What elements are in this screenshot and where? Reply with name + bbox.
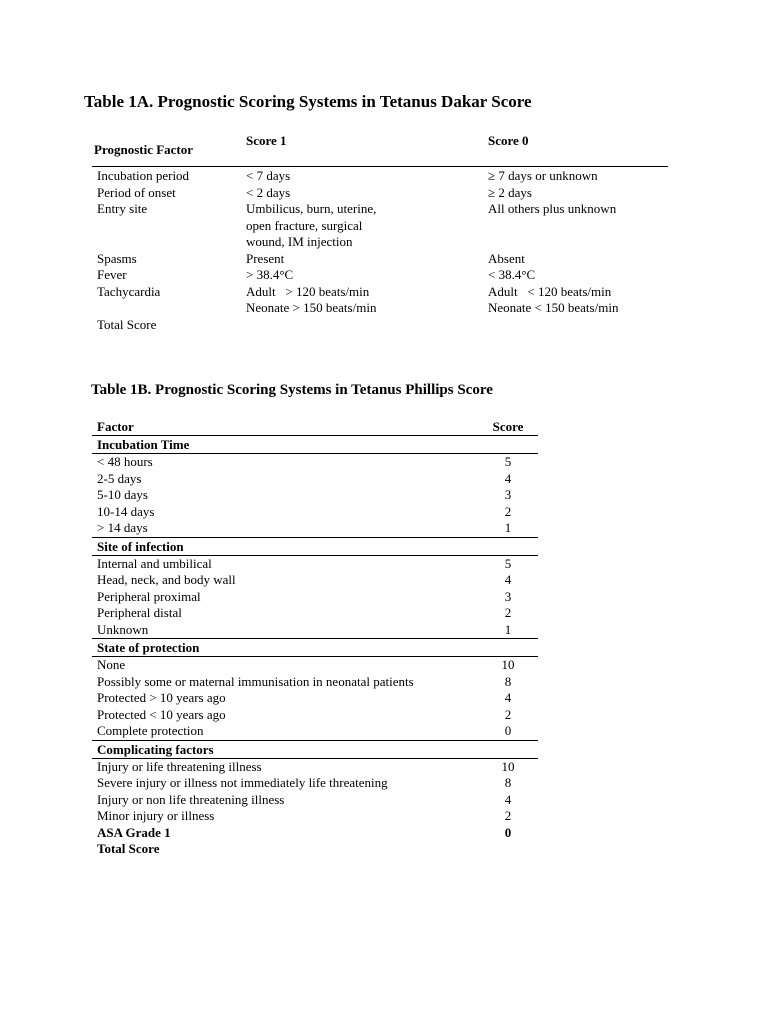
factor-cell: Tachycardia — [97, 283, 161, 299]
factor-cell: Fever — [97, 267, 127, 282]
section-complicating-factors — [92, 741, 538, 759]
table-1a-title: Table 1A. Prognostic Scoring Systems in Tetanus Dakar Score — [84, 92, 532, 111]
header-score-0: Score 0 — [488, 133, 529, 148]
row-label: Protected > 10 years ago — [97, 690, 226, 705]
row-label: Unknown — [97, 621, 149, 637]
score0-cell: ≥ 7 days or unknown — [488, 168, 598, 183]
row-score: 4 — [504, 791, 512, 807]
row-label: > 14 days — [97, 520, 148, 535]
score1-cell: Present — [246, 250, 285, 266]
section-incubation-time — [92, 436, 538, 454]
row-label: Internal and umbilical — [97, 555, 212, 571]
row-label: Injury or life threatening illness — [97, 758, 262, 774]
table-row — [92, 487, 538, 504]
section-label: Site of infection — [97, 538, 184, 554]
row-score: 2 — [504, 808, 512, 823]
row-score: 5 — [504, 555, 512, 571]
row-label: 10-14 days — [97, 503, 155, 519]
row-label: Minor injury or illness — [97, 808, 215, 823]
row-label: ASA Grade 1 — [97, 824, 171, 840]
table-header-row — [92, 418, 538, 436]
row-score: 5 — [504, 454, 512, 469]
table-row — [92, 792, 538, 809]
table-row — [92, 808, 538, 825]
table-row — [92, 759, 538, 776]
table-row — [92, 504, 538, 521]
table-row — [92, 674, 538, 691]
score1-cell: Adult > 120 beats/min — [246, 283, 370, 299]
row-label: Possibly some or maternal immunisation in neonatal patients — [97, 673, 414, 689]
table-row — [92, 825, 538, 842]
total-score-label: Total Score — [97, 316, 157, 332]
table-row — [92, 572, 538, 589]
score1-cell: Neonate > 150 beats/min — [246, 300, 377, 315]
row-score: 8 — [504, 673, 512, 689]
row-score: 4 — [504, 690, 512, 705]
score0-cell: < 38.4°C — [488, 267, 536, 282]
table-row — [92, 454, 538, 471]
table-row — [92, 775, 538, 792]
section-state-of-protection — [92, 639, 538, 657]
row-label: Peripheral distal — [97, 605, 182, 620]
row-score: 4 — [504, 470, 512, 486]
total-score-label: Total Score — [97, 841, 160, 856]
header-prognostic-factor: Prognostic Factor — [94, 142, 194, 157]
table-row — [92, 690, 538, 707]
score1-cell: < 7 days — [246, 168, 291, 183]
section-site-of-infection — [92, 538, 538, 556]
row-score: 0 — [504, 723, 512, 738]
table-row — [92, 520, 538, 538]
table-row — [92, 707, 538, 724]
row-label: 2-5 days — [97, 470, 142, 486]
table-row — [92, 589, 538, 606]
table-row — [92, 622, 538, 640]
row-score: 4 — [504, 572, 512, 587]
phillips-score-table — [92, 418, 538, 858]
row-score: 3 — [504, 487, 512, 502]
row-label: 5-10 days — [97, 487, 148, 502]
table-1b-title: Table 1B. Prognostic Scoring Systems in Tetanus Phillips Score — [91, 382, 493, 398]
row-score: 2 — [504, 503, 512, 519]
table-row — [92, 556, 538, 573]
row-label: Peripheral proximal — [97, 588, 201, 604]
row-label: Injury or non life threatening illness — [97, 791, 285, 807]
table-row — [92, 605, 538, 622]
score1-cell: > 38.4°C — [246, 267, 294, 282]
row-score: 1 — [504, 520, 512, 535]
row-label: Complete protection — [97, 723, 204, 738]
table-row — [92, 471, 538, 488]
header-score-1: Score 1 — [246, 133, 287, 148]
score0-cell: Adult < 120 beats/min — [488, 283, 612, 299]
factor-cell: Period of onset — [97, 184, 176, 200]
row-label: Severe injury or illness not immediately life threatening — [97, 775, 388, 790]
factor-cell: Entry site — [97, 201, 148, 216]
score0-cell: Absent — [488, 250, 525, 266]
score0-cell: Neonate < 150 beats/min — [488, 300, 619, 315]
header-rule — [92, 166, 668, 167]
score0-cell: ≥ 2 days — [488, 184, 532, 200]
section-label: Complicating factors — [97, 741, 214, 757]
row-score: 2 — [504, 605, 512, 620]
row-score: 10 — [501, 657, 515, 672]
score1-cell: Umbilicus, burn, uterine, open fracture, surgical wound, IM injection — [246, 201, 377, 249]
total-score-row — [92, 841, 538, 858]
row-score: 0 — [504, 824, 512, 840]
row-label: < 48 hours — [97, 454, 153, 469]
factor-cell: Spasms — [97, 250, 137, 266]
row-label: None — [97, 657, 126, 672]
row-score: 2 — [504, 706, 512, 722]
row-label: Head, neck, and body wall — [97, 572, 236, 587]
section-label: State of protection — [97, 640, 200, 655]
factor-cell: Incubation period — [97, 168, 190, 183]
row-score: 3 — [504, 588, 512, 604]
row-score: 10 — [501, 758, 515, 774]
score0-cell: All others plus unknown — [488, 201, 617, 216]
table-row — [92, 723, 538, 741]
row-label: Protected < 10 years ago — [97, 706, 226, 722]
row-score: 1 — [504, 621, 512, 637]
header-factor: Factor — [97, 419, 134, 434]
table-row — [92, 657, 538, 674]
score1-cell: < 2 days — [246, 184, 291, 200]
section-label: Incubation Time — [97, 437, 190, 452]
row-score: 8 — [504, 775, 512, 790]
header-score: Score — [492, 419, 524, 434]
